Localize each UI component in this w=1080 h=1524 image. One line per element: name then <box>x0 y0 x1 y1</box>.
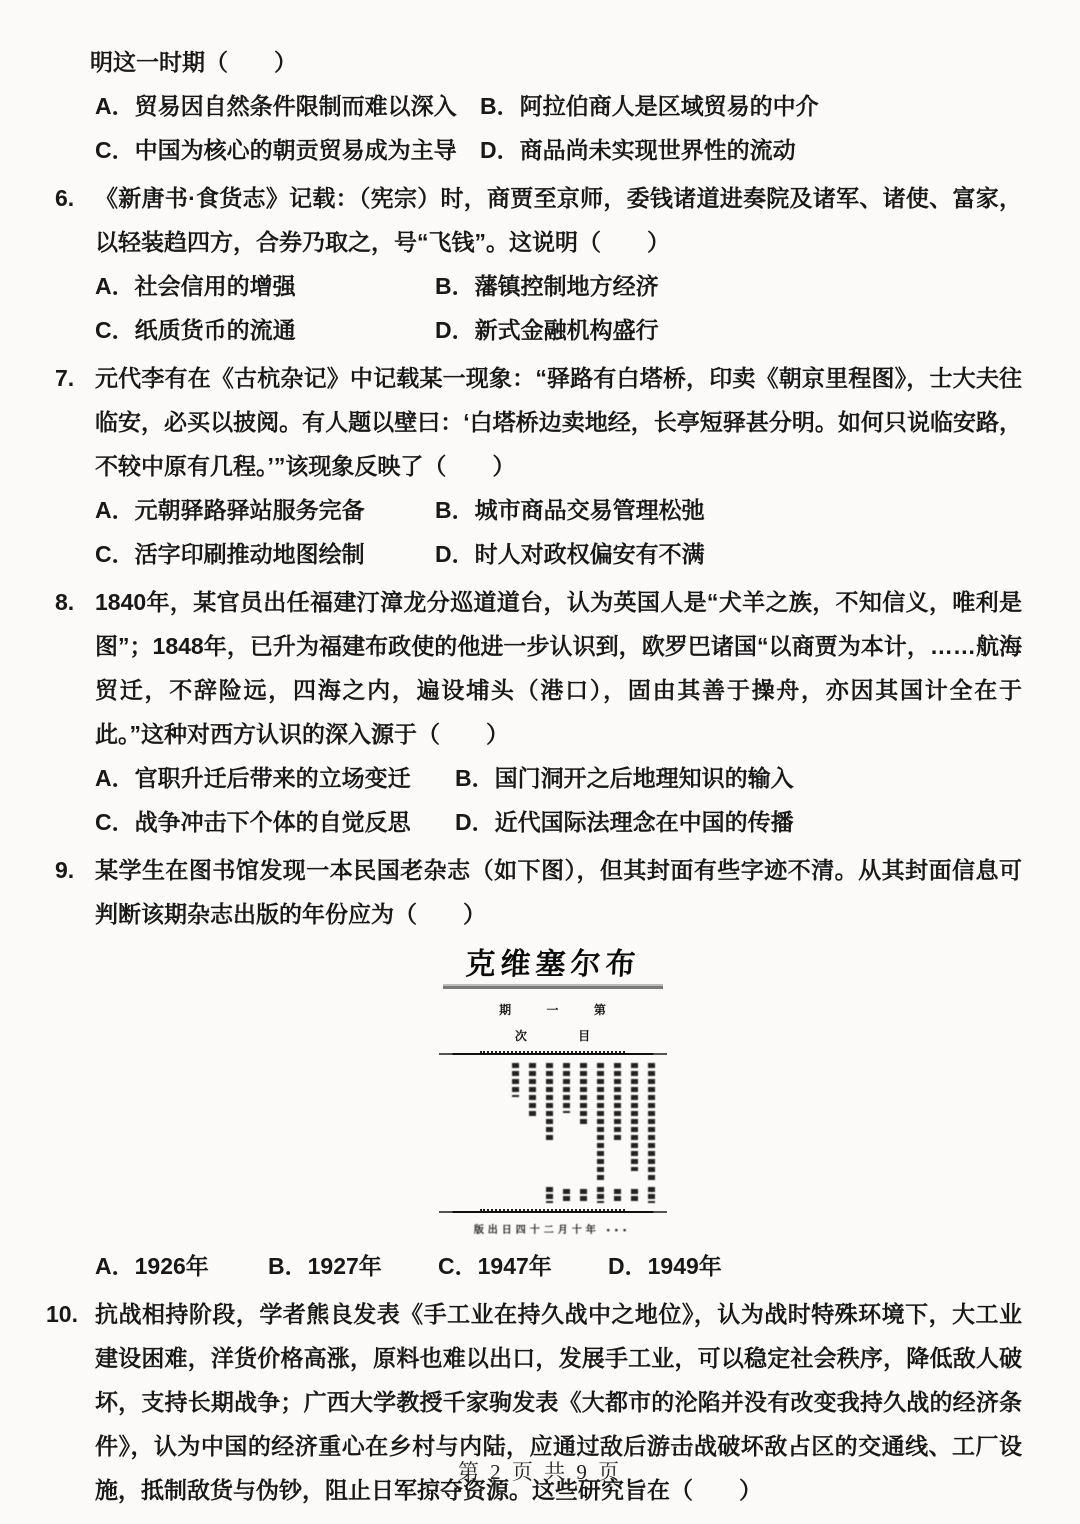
toc-column-illegible <box>631 1063 638 1171</box>
page-number-footer: 第 2 页 共 9 页 <box>457 1460 623 1484</box>
question-stem: 1840年，某官员出任福建汀漳龙分巡道道台，认为英国人是“犬羊之族，不知信义，唯利是图”；1848年，已升为福建布政使的他进一步认识到，欧罗巴诸国“以商贾为本计，……航海贸迁，不辞险远，四海之内，遍设埔头（港口），固由其善于操舟，亦因其国计全在于此。”这种对西方认识的深入源于（ ） <box>95 589 1022 747</box>
toc-column-illegible <box>529 1063 536 1117</box>
option-d: D．时人对政权偏安有不满 <box>435 541 705 567</box>
question-number: 9. <box>55 857 75 883</box>
toc-author-mark <box>580 1189 587 1203</box>
option-d: D．新式金融机构盛行 <box>435 317 659 343</box>
toc-divider-bottom <box>439 1211 667 1213</box>
question-8 <box>55 580 1022 844</box>
toc-column-illegible <box>580 1063 587 1127</box>
question-number: 6. <box>55 185 75 211</box>
magazine-title-rule <box>443 986 663 989</box>
option-c: C．活字印刷推动地图绘制 <box>95 541 365 567</box>
option-d: D．1949年 <box>608 1253 722 1279</box>
option-c: C．1947年 <box>438 1253 552 1279</box>
option-a: A．贸易因自然条件限制而难以深入 <box>95 93 457 119</box>
toc-author-mark <box>563 1189 570 1203</box>
question-number: 8. <box>55 589 75 615</box>
toc-author-mark <box>597 1187 604 1203</box>
magazine-contents-label: 次 目 <box>514 1029 615 1043</box>
toc-column-illegible <box>614 1063 621 1141</box>
toc-column-illegible <box>597 1063 604 1181</box>
magazine-toc-authors <box>435 1185 671 1203</box>
question-options <box>55 488 1022 576</box>
magazine-cover-figure <box>435 944 671 1238</box>
question-number: 7. <box>55 365 75 391</box>
option-c: C．纸质货币的流通 <box>95 317 296 343</box>
question-6 <box>55 176 1022 352</box>
date-text: 版出日四十二月十年 <box>473 1225 600 1236</box>
question-9 <box>55 848 1022 1288</box>
option-d: D．商品尚未实现世界性的流动 <box>480 137 796 163</box>
toc-column-illegible <box>563 1063 570 1113</box>
toc-column-illegible <box>648 1063 655 1181</box>
question-stem: 抗战相持阶段，学者熊良发表《手工业在持久战中之地位》，认为战时特殊环境下，大工业建设困难，洋货价格高涨，原料也难以出口，发展手工业，可以稳定社会秩序，降低敌人破坏，支持长期战争；广西大学教授千家驹发表《大都市的沦陷并没有改变我持久战的经济条件》，认为中国的经济重心在乡村与内陆，应通过敌后游击战破坏敌占区的交通线、工厂设施，抵制敌货与伪钞，阻止日军掠夺资源。这些研究旨在（ ） <box>95 1301 1022 1503</box>
toc-author-mark <box>631 1189 638 1203</box>
option-b: B．1927年 <box>268 1253 382 1279</box>
date-illegible-marks: ▪▪▪ <box>606 1225 632 1235</box>
option-b: B．阿拉伯商人是区域贸易的中介 <box>480 93 819 119</box>
option-a: A．元朝驿路驿站服务完备 <box>95 497 365 523</box>
question-options <box>55 84 1022 172</box>
magazine-date-line <box>435 1221 671 1236</box>
question-options <box>55 756 1022 844</box>
magazine-title: 克维塞尔布 <box>464 948 641 981</box>
toc-author-mark <box>648 1187 655 1203</box>
option-d: D．近代国际法理念在中国的传播 <box>455 809 794 835</box>
option-b: B．国门洞开之后地理知识的输入 <box>455 765 794 791</box>
option-c: C．战争冲击下个体的自觉反思 <box>95 809 411 835</box>
magazine-issue-line: 期 一 第 <box>499 1003 622 1017</box>
toc-author-mark <box>546 1187 553 1203</box>
question-options <box>55 264 1022 352</box>
magazine-toc-columns <box>435 1055 671 1183</box>
option-b: B．藩镇控制地方经济 <box>435 273 659 299</box>
question-5-continuation <box>55 40 1022 172</box>
question-stem: 《新唐书·食货志》记载：（宪宗）时，商贾至京师，委钱诸道进奏院及诸军、诸使、富家，以轻装趋四方，合券乃取之，号“飞钱”。这说明（ ） <box>95 185 1022 255</box>
question-options <box>55 1244 1022 1288</box>
question-stem: 明这一时期（ ） <box>90 49 297 75</box>
toc-author-mark <box>614 1189 621 1203</box>
exam-content <box>46 40 1022 1516</box>
option-a: A．官职升迁后带来的立场变迁 <box>95 765 411 791</box>
question-number: 10. <box>46 1301 78 1327</box>
toc-divider-top <box>439 1053 667 1055</box>
option-c: C．中国为核心的朝贡贸易成为主导 <box>95 137 457 163</box>
toc-column-illegible <box>546 1063 553 1141</box>
question-stem: 元代李有在《古杭杂记》中记载某一现象：“驿路有白塔桥，印卖《朝京里程图》，士大夫往临安，必买以披阅。有人题以壁曰：‘白塔桥边卖地经，长亭短驿甚分明。如何只说临安路，不较中原有几程。’”该现象反映了（ ） <box>95 365 1022 479</box>
option-a: A．社会信用的增强 <box>95 273 296 299</box>
question-7 <box>55 356 1022 576</box>
option-b: B．城市商品交易管理松弛 <box>435 497 705 523</box>
question-stem: 某学生在图书馆发现一本民国老杂志（如下图），但其封面有些字迹不清。从其封面信息可判断该期杂志出版的年份应为（ ） <box>95 857 1022 927</box>
toc-column-illegible <box>512 1063 519 1097</box>
option-a: A．1926年 <box>95 1253 209 1279</box>
